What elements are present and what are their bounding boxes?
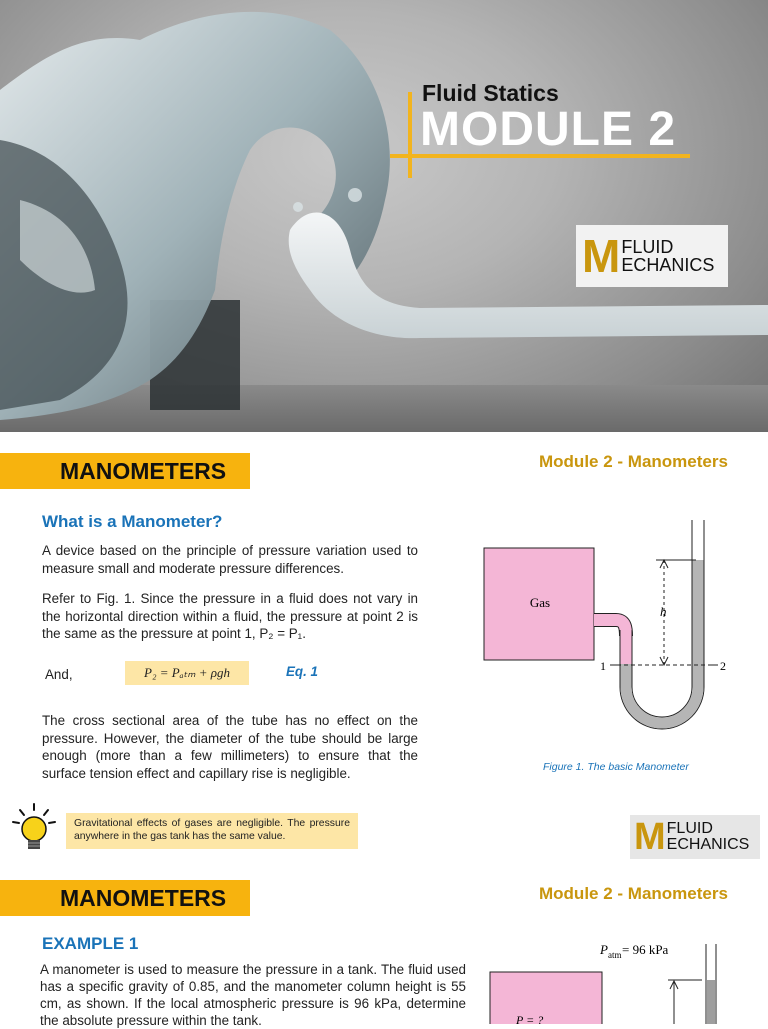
tank-pressure-label: P = ? — [516, 1013, 544, 1024]
patm-label: P — [600, 942, 608, 957]
logo-line2: ECHANICS — [666, 836, 750, 853]
water-splash-illustration — [0, 0, 768, 432]
logo-letter: M — [582, 230, 621, 282]
figure-caption: Figure 1. The basic Manometer — [543, 761, 689, 773]
logo-line2: ECHANICS — [621, 255, 715, 275]
cover-module-title: MODULE 2 — [420, 103, 677, 156]
slide1-banner-title: MANOMETERS — [60, 458, 227, 484]
slide2-banner — [0, 880, 250, 916]
equation-label: Eq. 1 — [286, 664, 318, 679]
fluid-mechanics-logo — [576, 225, 728, 287]
example-figure — [480, 936, 740, 1024]
hero-cover — [0, 0, 768, 432]
example-heading: EXAMPLE 1 — [42, 934, 139, 953]
tank — [490, 972, 602, 1024]
logo-line1: FLUID — [666, 820, 713, 837]
logo-line1: FLUID — [621, 237, 674, 257]
and-label: And, — [45, 667, 73, 682]
gas-note: Gravitational effects of gases are negligible. The pressure anywhere in the gas tank has the same value. — [66, 813, 358, 849]
lightbulb-icon — [10, 802, 58, 856]
slide2-module-label: Module 2 - Manometers — [539, 884, 728, 903]
example-text: A manometer is used to measure the pressure in a tank. The fluid used has a specific gravity of 0.85, and the manometer column height is 55 cm, as shown. If the local atmospheric pressure is 96 kPa, determine the absolute pressure within the tank. — [40, 962, 466, 1028]
cover-subtitle: Fluid Statics — [422, 80, 559, 106]
slide1-module-label: Module 2 - Manometers — [539, 452, 728, 471]
equation-box: P₂ = Pₐₜₘ + ρgh — [125, 661, 249, 685]
slide2-banner-title: MANOMETERS — [60, 885, 227, 911]
logo-letter: M — [634, 815, 666, 858]
patm-value: = 96 kPa — [622, 942, 669, 957]
title-accent-vertical — [408, 92, 412, 178]
point-1-label: 1 — [600, 659, 606, 673]
slide1-definition: A device based on the principle of pressure variation used to measure small and moderate pressure differences. — [42, 543, 418, 576]
h-label: h — [660, 604, 667, 619]
slide1-heading: What is a Manometer? — [42, 512, 223, 531]
fluid-mechanics-logo-small — [630, 815, 760, 859]
slide1-banner — [0, 453, 250, 489]
patm-sub: atm — [608, 950, 622, 960]
slide1-explanation: Refer to Fig. 1. Since the pressure in a fluid does not vary in the horizontal direction within a fluid, the pressure at point 2 is the same as the pressure at point 1, P₂ = P₁. — [42, 591, 418, 641]
gas-label: Gas — [529, 595, 551, 610]
point-2-label: 2 — [720, 659, 726, 673]
slide1-tube-note: The cross sectional area of the tube has no effect on the pressure. However, the diameter of the tube should be large enough (more than a few millimeters) to ensure that the surface tension effect and capillary rise is negligible. — [42, 713, 418, 781]
manometer-figure — [470, 512, 750, 752]
